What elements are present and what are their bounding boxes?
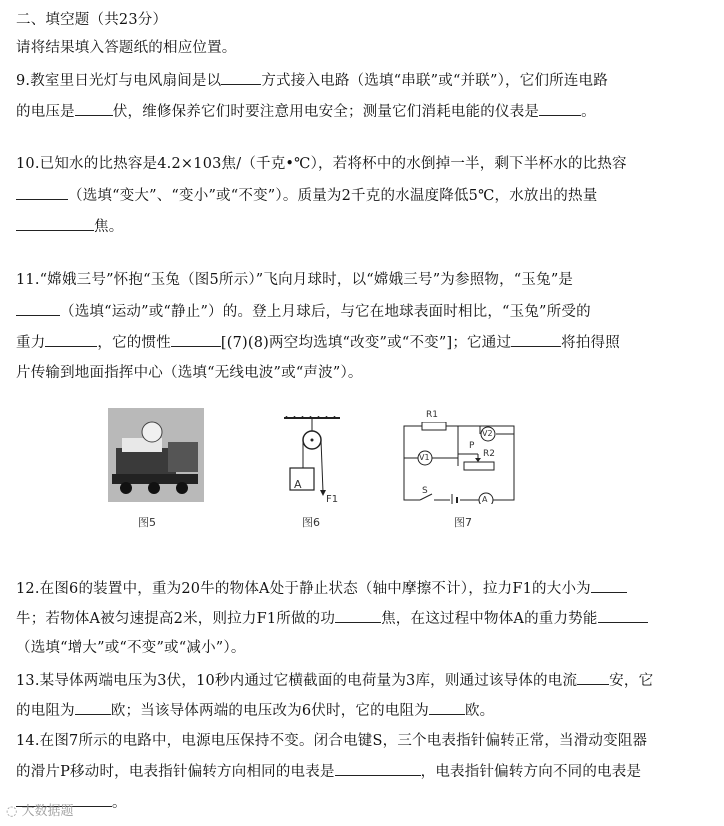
section-title: 二、填空题（共23分） [16, 12, 168, 28]
circuit-diagram [400, 422, 518, 504]
q13-blank-1[interactable] [577, 670, 609, 685]
ammeter-label: A [482, 495, 488, 504]
q9-text-d: 伏，维修保养它们时要注意用电安全；测量它们消耗电能的仪表是 [112, 104, 540, 120]
q13-text-b: 安，它 [609, 673, 654, 689]
q9-blank-3[interactable] [539, 101, 581, 116]
q10-blank-2[interactable] [16, 216, 94, 231]
figures-row [0, 408, 724, 538]
q9-text-c: 的电压是 [16, 104, 75, 120]
question-14-line-1: 14.在图7所示的电路中，电源电压保持不变。闭合电键S，三个电表指针偏转正常，当滑动变阻器 [16, 733, 648, 749]
question-9-line-1 [16, 70, 608, 91]
rover-photo [108, 408, 204, 502]
question-11-line-1: 11.“嫦娥三号”怀抱“玉兔（图5所示）”飞向月球时，以“嫦娥三号”为参照物，“玉兔”是 [16, 272, 574, 288]
block-label: A [294, 478, 302, 491]
q11-text-f: 将拍得照 [561, 335, 620, 351]
q12-blank-2[interactable] [335, 608, 381, 623]
q12-text-c: 焦，在这过程中物体A的重力势能 [381, 611, 598, 627]
q13-text-c: 的电阻为 [16, 703, 75, 719]
fig5-label: 图5 [138, 516, 156, 529]
q14-text-a: 的滑片P移动时，电表指针偏转方向相同的电表是 [16, 764, 335, 780]
question-12-line-1 [16, 578, 627, 599]
p-label: P [469, 441, 475, 451]
q9-blank-1[interactable] [221, 70, 261, 85]
question-10-line-3 [16, 216, 123, 237]
q11-blank-1[interactable] [16, 301, 60, 316]
q9-text-e: 。 [581, 104, 596, 120]
watermark-icon: ◌ [6, 804, 18, 819]
q11-text-b: （选填“运动”或“静止”）的。登上月球后，与它在地球表面时相比，“玉兔”所受的 [60, 304, 591, 320]
q10-text-b: （选填“变大”、“变小”或“不变”）。质量为2千克的水温度降低5℃，水放出的热量 [68, 188, 598, 204]
q13-text-a: 13.某导体两端电压为3伏，10秒内通过它横截面的电荷量为3库，则通过该导体的电流 [16, 673, 578, 689]
q13-blank-2[interactable] [75, 700, 111, 715]
q13-blank-3[interactable] [429, 700, 465, 715]
q10-text-c: 焦。 [94, 219, 124, 235]
q11-text-c: 重力 [16, 335, 46, 351]
r2-label: R2 [483, 449, 495, 459]
pulley-diagram [280, 416, 350, 508]
rover-drawing [108, 408, 204, 502]
q14-text-b: ，电表指针偏转方向不同的电表是 [420, 764, 642, 780]
q12-text-b: 牛；若物体A被匀速提高2米，则拉力F1所做的功 [16, 611, 336, 627]
q12-text-a: 12.在图6的装置中，重为20牛的物体A处于静止状态（轴中摩擦不计），拉力F1的大小为 [16, 581, 591, 597]
question-11-line-4: 片传输到地面指挥中心（选填“无线电波”或“声波”）。 [16, 365, 363, 381]
q11-blank-4[interactable] [511, 332, 561, 347]
question-10-line-1: 10.已知水的比热容是4.2×103焦/（千克•℃），若将杯中的水倒掉一半，剩下半杯水的比热容 [16, 156, 627, 172]
q14-text-c: 。 [112, 795, 127, 811]
q12-blank-3[interactable] [598, 608, 648, 623]
fig6-label: 图6 [302, 516, 320, 529]
question-9-line-2 [16, 101, 596, 122]
instruction: 请将结果填入答题纸的相应位置。 [16, 40, 237, 56]
q14-blank-1[interactable] [335, 761, 421, 776]
question-11-line-3 [16, 332, 620, 353]
r1-label: R1 [426, 410, 438, 420]
question-11-line-2 [16, 301, 591, 322]
q10-blank-1[interactable] [16, 185, 68, 200]
q9-text-b: 方式接入电路（选填“串联”或“并联”），它们所连电路 [261, 73, 608, 89]
q11-text-d: ，它的惯性 [97, 335, 171, 351]
question-12-line-3: （选填“增大”或“不变”或“减小”）。 [16, 640, 246, 656]
question-10-line-2 [16, 185, 597, 206]
question-14-line-2 [16, 761, 641, 782]
question-13-line-2 [16, 700, 494, 721]
q9-blank-2[interactable] [75, 101, 113, 116]
q11-blank-3[interactable] [171, 332, 221, 347]
q9-text-a: 9.教室里日光灯与电风扇间是以 [16, 73, 222, 89]
force-label: F1 [326, 494, 339, 505]
q13-text-e: 欧。 [464, 703, 495, 719]
v1-label: V1 [419, 453, 430, 462]
watermark [6, 800, 74, 819]
q12-blank-1[interactable] [591, 578, 627, 593]
question-13-line-1 [16, 670, 653, 691]
v2-label: V2 [482, 429, 493, 438]
switch-label: S [422, 486, 428, 496]
q11-text-e: [(7)(8)两空均选填“改变”或“不变”]；它通过 [220, 335, 512, 351]
watermark-text: 大数据题 [21, 804, 74, 819]
q13-text-d: 欧；当该导体两端的电压改为6伏时，它的电阻为 [110, 703, 429, 719]
question-12-line-2 [16, 608, 648, 629]
q11-blank-2[interactable] [45, 332, 97, 347]
fig7-label: 图7 [454, 516, 472, 529]
